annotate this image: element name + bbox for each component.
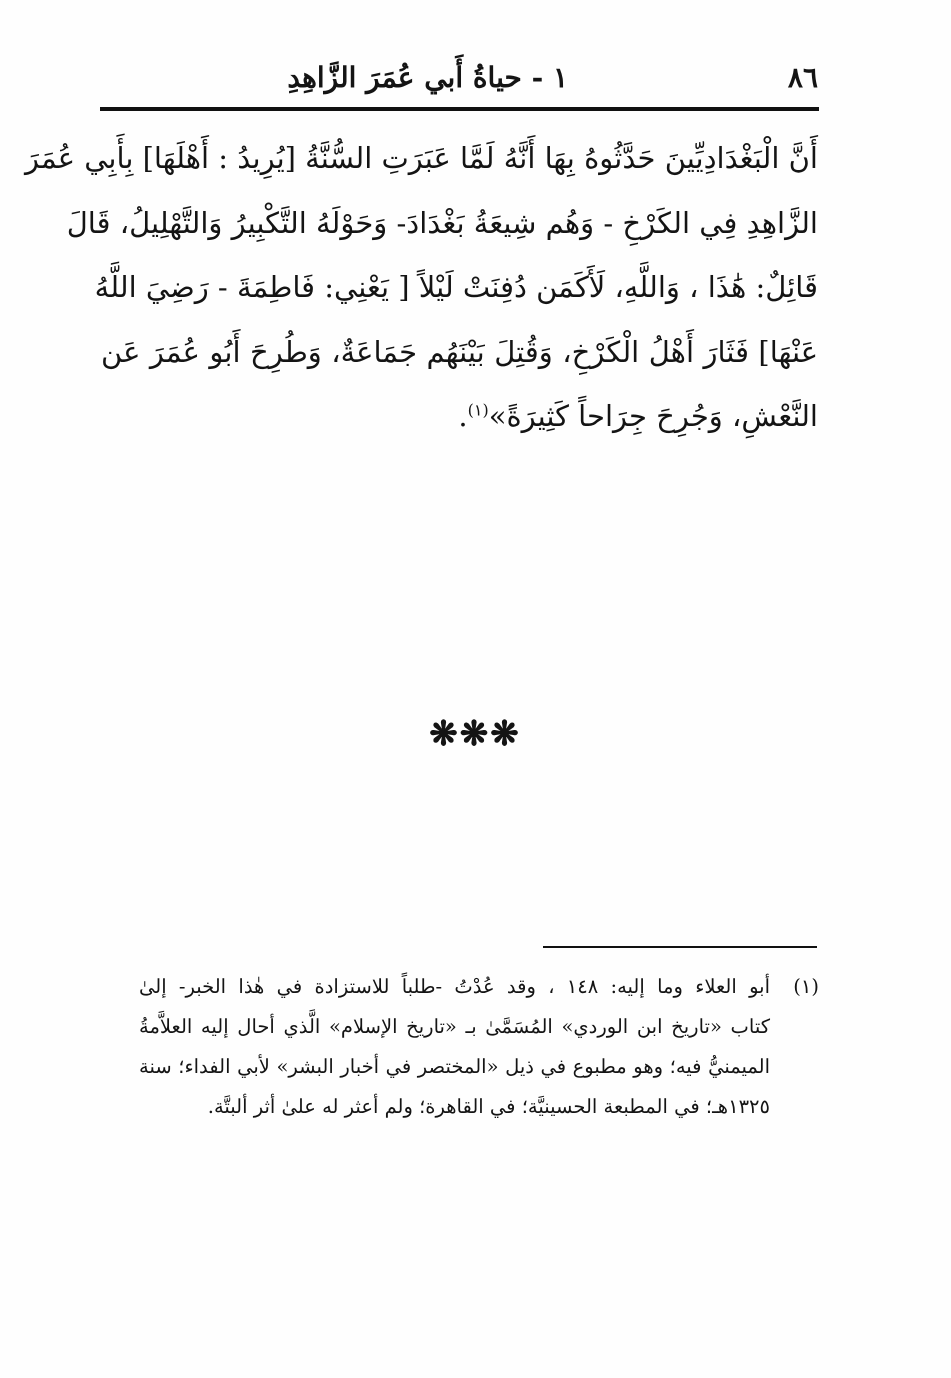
footnote-line: أبو العلاء وما إليه: ١٤٨ ، وقد عُدْتُ -طلباً للاستزادة في هٰذا الخبر- إلىٰ <box>139 975 770 998</box>
text-line: عَنْهَا] فَثَارَ أَهْلُ الْكَرْخِ، وَقُتِلَ بَيْنَهُم جَمَاعَةٌ، وَطُرِحَ أَبُو عُمَرَ عَن <box>101 334 818 369</box>
header-rule <box>100 107 819 111</box>
page-number: ٨٦ <box>787 61 818 94</box>
page-header <box>100 56 818 104</box>
text-line: الزَّاهِدِ فِي الكَرْخِ - وَهُم شِيعَةُ بَغْدَادَ- وَحَوْلَهُ التَّكْبِيرُ وَالتَّهْلِيلُ، قَالَ <box>66 205 818 240</box>
footnote-line: ١٣٢٥هـ؛ في المطبعة الحسينيَّة؛ في القاهرة؛ ولم أعثر له علىٰ أثر ألبتَّة. <box>207 1095 770 1118</box>
section-separator: ❋❋❋ <box>429 714 521 754</box>
text-line-last <box>101 384 818 449</box>
text-line: أَنَّ الْبَغْدَادِيِّينَ حَدَّثُوهُ بِهَا أَنَّهُ لَمَّا عَبَرَتِ السُّنَّةُ [يُرِيدُ : أَهْلَهَا] بِأَبِي عُمَرَ <box>24 141 818 175</box>
footnote-line: الميمنيُّ فيه؛ وهو مطبوع في ذيل «المختصر في أخبار البشر» لأبي الفداء؛ سنة <box>139 1055 770 1078</box>
footnote-marker: (١) <box>793 975 819 998</box>
end-mark: . <box>458 399 468 433</box>
main-text <box>24 126 818 449</box>
footnote-rule <box>543 946 817 948</box>
footnote-reference: (١) <box>467 400 489 420</box>
footnote-text <box>139 967 770 1127</box>
text-line-content: النَّعْشِ، وَجُرِحَ جِرَاحاً كَثِيرَةً» <box>488 399 818 433</box>
footnote-line: كتاب «تاريخ ابن الوردي» المُسَمَّىٰ بـ «تاريخ الإسلام» الَّذي أحال إليه العلاَّمةُ <box>139 1015 770 1038</box>
running-title: ١ - حياةُ أَبي عُمَرَ الزَّاهِدِ <box>287 61 568 94</box>
text-line: قَائِلٌ: هَٰذَا ، وَاللَّهِ، لَأَكَمَن دُفِنَتْ لَيْلاً [ يَعْنِي: فَاطِمَةَ - رَضِيَ اللَّهُ <box>94 270 818 304</box>
